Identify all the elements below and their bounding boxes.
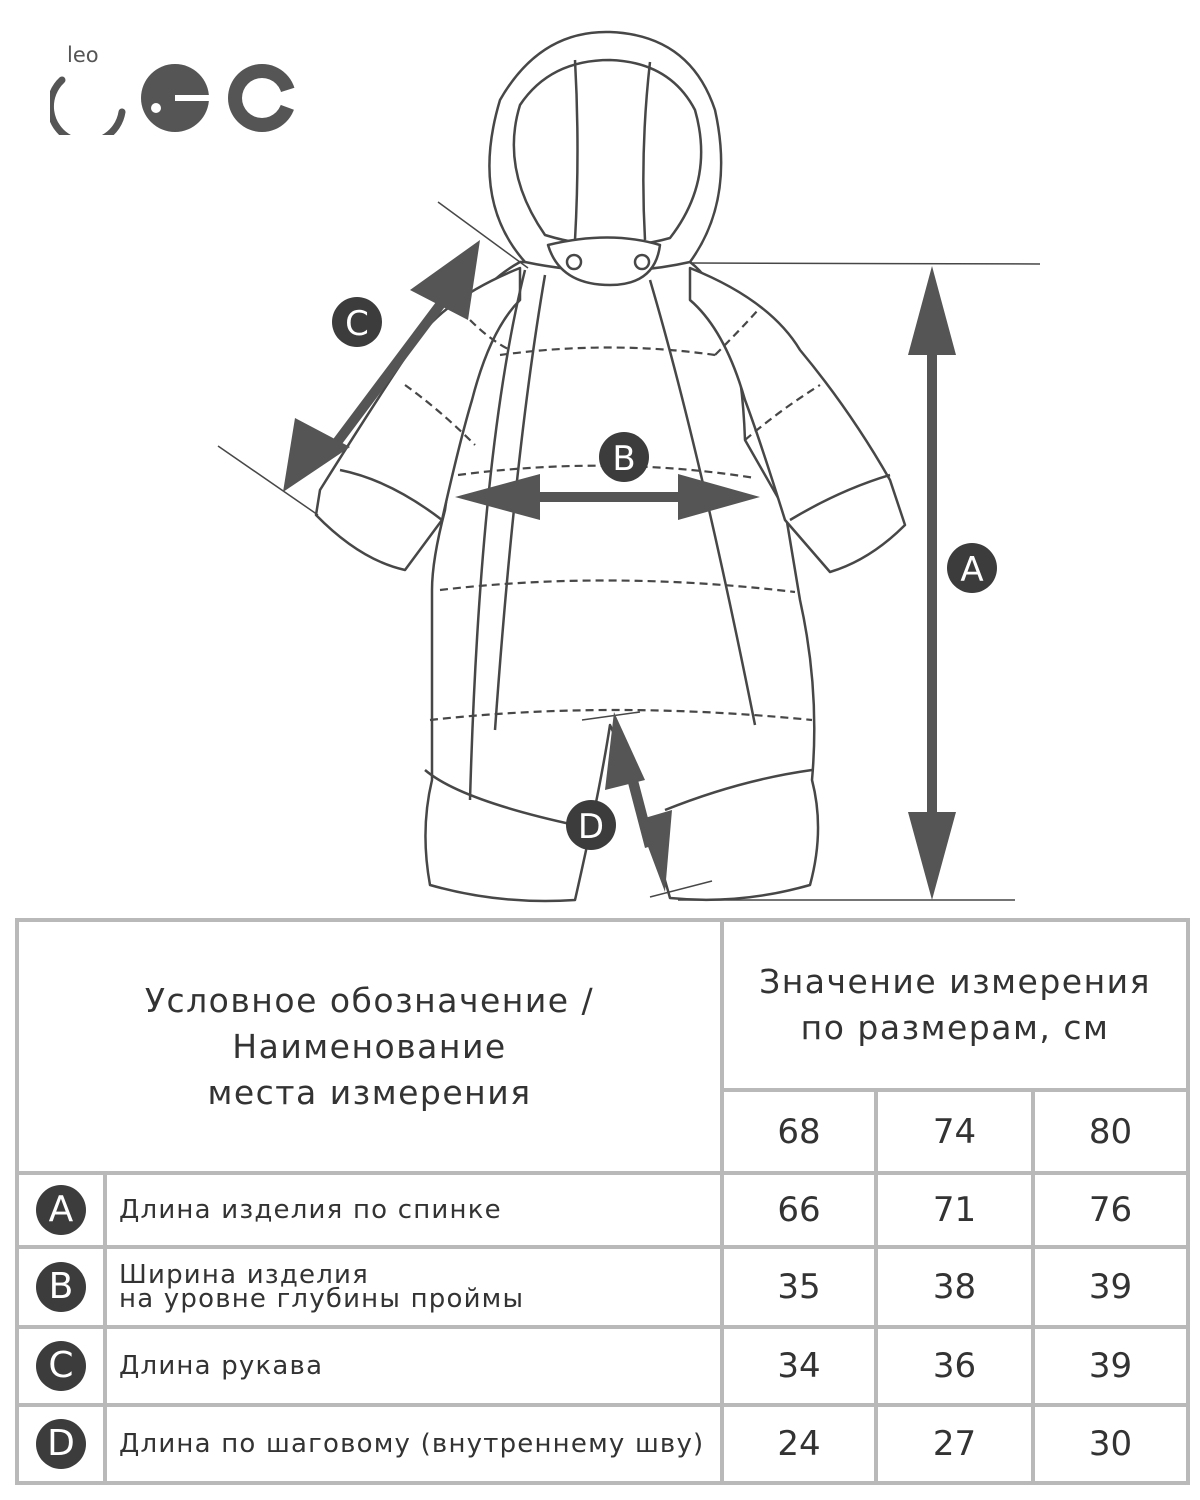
svg-text:C: C [345,304,369,344]
svg-text:B: B [612,439,636,479]
arrow-a-shaft [927,330,937,820]
table-row [17,1247,1188,1327]
logo-text: leo [67,43,99,67]
row-b-value-80: 39 [1033,1247,1188,1327]
marker-d [566,800,616,850]
row-d-value-74: 27 [876,1405,1033,1483]
marker-c [332,297,382,347]
row-d-value-80: 30 [1033,1405,1188,1483]
row-marker-a: A [36,1185,86,1235]
table-row [17,1173,1188,1247]
size-table [15,918,1190,1485]
table-header-values: Значение измерения по размерам, см [722,920,1188,1090]
row-a-value-80: 76 [1033,1173,1188,1247]
svg-text:A: A [960,550,984,590]
row-c-value-80: 39 [1033,1327,1188,1405]
marker-b [599,432,649,482]
row-label-b: Ширина изделия на уровне глубины проймы [105,1247,722,1327]
size-header-68: 68 [722,1090,876,1173]
arrow-b-shaft [520,492,700,502]
svg-text:D: D [577,807,605,847]
row-marker-b: B [36,1262,86,1312]
row-label-c: Длина рукава [105,1327,722,1405]
row-c-value-74: 36 [876,1327,1033,1405]
row-a-value-74: 71 [876,1173,1033,1247]
row-a-value-68: 66 [722,1173,876,1247]
garment-hood-inner [514,60,701,246]
row-marker-d: D [36,1419,86,1469]
table-header-designation: Условное обозначение / Наименование места измерения [17,920,722,1173]
row-b-value-68: 35 [722,1247,876,1327]
row-label-d: Длина по шаговому (внутреннему шву) [105,1405,722,1483]
arrow-a-head-top [908,266,956,355]
arrow-a-head-bottom [908,812,956,900]
size-header-74: 74 [876,1090,1033,1173]
table-row [17,1327,1188,1405]
row-label-a: Длина изделия по спинке [105,1173,722,1247]
arrow-c-head-top [410,240,480,320]
row-b-value-74: 38 [876,1247,1033,1327]
size-header-80: 80 [1033,1090,1188,1173]
row-d-value-68: 24 [722,1405,876,1483]
table-row [17,1405,1188,1483]
row-marker-c: C [36,1341,86,1391]
row-c-value-68: 34 [722,1327,876,1405]
marker-a [947,543,997,593]
